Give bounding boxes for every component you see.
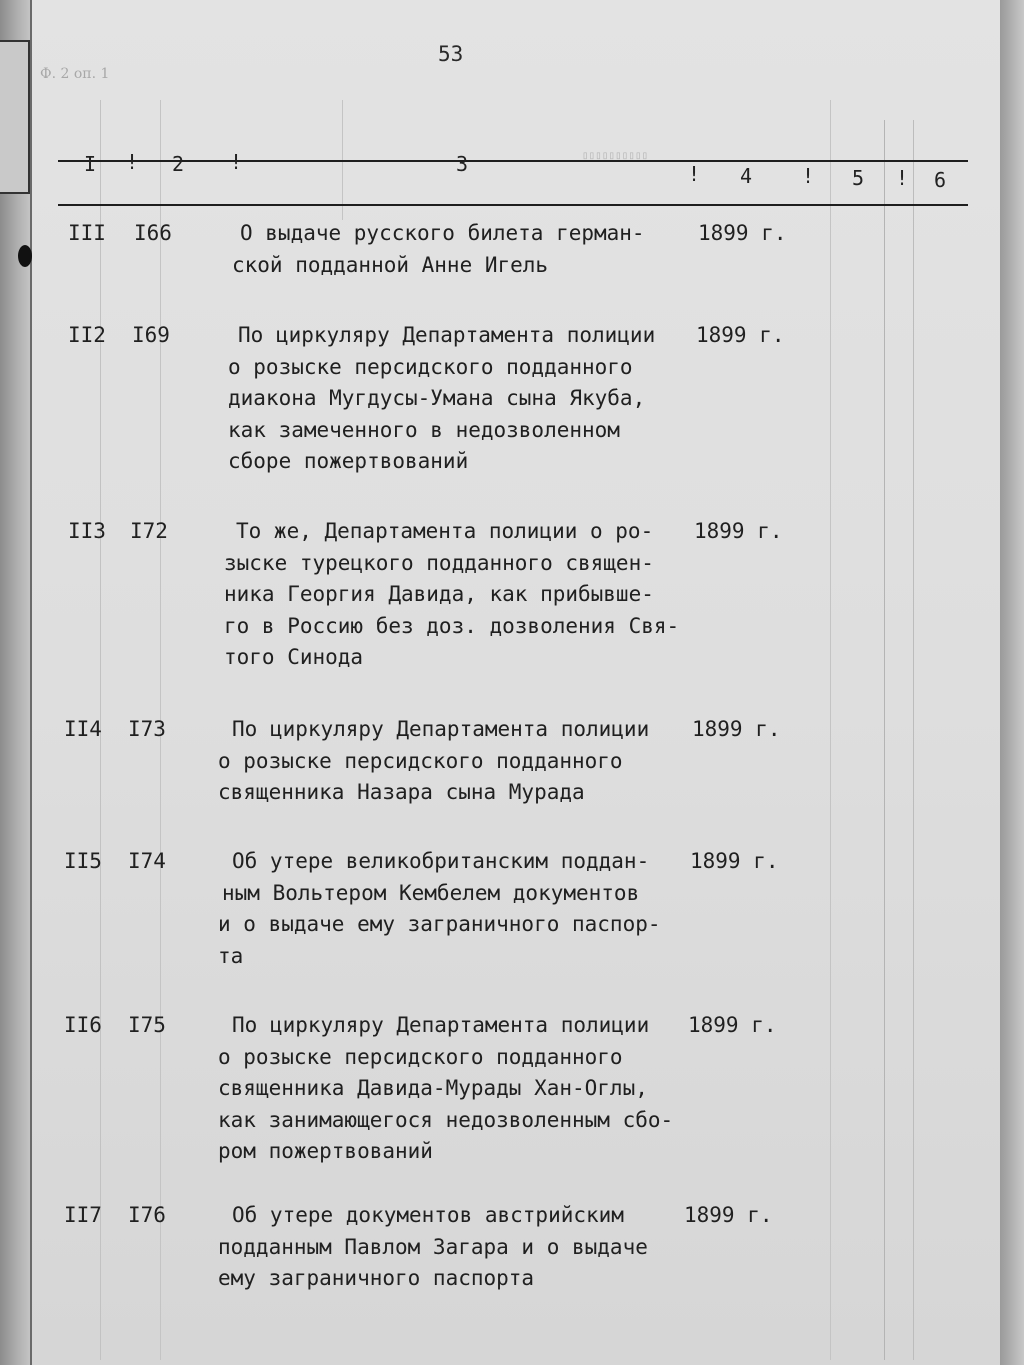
entry-year: 1899 г. bbox=[694, 519, 783, 543]
entry-line: ской подданной Анне Игель bbox=[232, 252, 549, 277]
entry-code: I73 bbox=[128, 717, 166, 741]
header-col-2: 2 bbox=[172, 152, 185, 176]
entry-year: 1899 г. bbox=[684, 1203, 773, 1227]
entry-line: зыске турецкого подданного священ- bbox=[224, 550, 654, 575]
entry-number: II5 bbox=[64, 849, 102, 873]
page-number: 53 bbox=[438, 42, 464, 66]
entry-code: I75 bbox=[128, 1013, 166, 1037]
entry-line: того Синода bbox=[224, 645, 364, 670]
entry-text bbox=[228, 320, 655, 478]
entry-line: священника Назара сына Мурада bbox=[218, 780, 585, 805]
entry-year: 1899 г. bbox=[696, 323, 785, 347]
entry-line: ника Георгия Давида, как прибывше- bbox=[224, 582, 654, 607]
entry-year: 1899 г. bbox=[688, 1013, 777, 1037]
entry-number: II2 bbox=[68, 323, 106, 347]
entry-code: I69 bbox=[132, 323, 170, 347]
entry-text bbox=[224, 516, 679, 674]
header-top-rule bbox=[58, 160, 968, 162]
entry-number: II3 bbox=[68, 519, 106, 543]
punch-hole bbox=[18, 245, 32, 267]
binder-tab bbox=[0, 40, 30, 194]
entry-line: ему заграничного паспорта bbox=[218, 1266, 535, 1291]
header-col-5: 5 bbox=[852, 166, 865, 190]
entry-line: Об утере великобританским поддан- bbox=[232, 849, 650, 873]
entry-line: о розыске персидского подданного bbox=[218, 1044, 623, 1069]
entry-line: го в Россию без доз. дозволения Свя- bbox=[224, 613, 680, 638]
entry-line: та bbox=[218, 943, 244, 968]
entry-line: ром пожертвований bbox=[218, 1139, 433, 1164]
entry-line: О выдаче русского билета герман- bbox=[240, 221, 645, 245]
entry-code: I76 bbox=[128, 1203, 166, 1227]
column-rule bbox=[913, 120, 914, 1360]
entry-year: 1899 г. bbox=[692, 717, 781, 741]
entry-code: I74 bbox=[128, 849, 166, 873]
bleed-through-header: ▯▯▯▯▯▯▯▯▯▯ bbox=[582, 150, 649, 163]
entry-line: диакона Мугдусы-Умана сына Якуба, bbox=[228, 386, 646, 411]
entry-text bbox=[218, 714, 649, 809]
entry-line: о розыске персидского подданного bbox=[228, 354, 633, 379]
page-edge bbox=[1000, 0, 1024, 1365]
entry-line: сборе пожертвований bbox=[228, 449, 469, 474]
entry-line: ным Вольтером Кембелем документов bbox=[222, 880, 640, 905]
entry-text bbox=[218, 1200, 648, 1295]
entry-year: 1899 г. bbox=[698, 221, 787, 245]
entry-number: II6 bbox=[64, 1013, 102, 1037]
entry-line: подданным Павлом Загара и о выдаче bbox=[218, 1234, 648, 1259]
entry-line: священника Давида-Мурады Хан-Оглы, bbox=[218, 1076, 648, 1101]
header-separator: ! bbox=[896, 166, 909, 190]
entry-number: II4 bbox=[64, 717, 102, 741]
entry-year: 1899 г. bbox=[690, 849, 779, 873]
header-bottom-rule bbox=[58, 204, 968, 206]
header-separator: ! bbox=[802, 164, 815, 188]
entry-line: как занимающегося недозволенным сбо- bbox=[218, 1107, 674, 1132]
entry-code: I72 bbox=[130, 519, 168, 543]
entry-line: Об утере документов австрийским bbox=[232, 1203, 624, 1227]
entry-number: III bbox=[68, 221, 106, 245]
header-col-1: I bbox=[84, 152, 97, 176]
entry-text bbox=[232, 218, 645, 281]
column-rule bbox=[830, 100, 831, 1360]
header-col-3: 3 bbox=[456, 152, 469, 176]
entry-text bbox=[218, 846, 661, 972]
entry-line: По циркуляру Департамента полиции bbox=[238, 323, 656, 347]
header-separator: ! bbox=[230, 150, 243, 174]
entry-number: II7 bbox=[64, 1203, 102, 1227]
header-separator: ! bbox=[688, 162, 701, 186]
entry-line: как замеченного в недозволенном bbox=[228, 417, 620, 442]
header-separator: ! bbox=[126, 150, 139, 174]
entry-text bbox=[218, 1010, 673, 1168]
entry-line: и о выдаче ему заграничного паспор- bbox=[218, 912, 661, 937]
entry-code: I66 bbox=[134, 221, 172, 245]
archive-stamp: Ф. 2 оп. 1 bbox=[40, 66, 110, 82]
entry-line: По циркуляру Департамента полиции bbox=[232, 1013, 650, 1037]
entry-line: То же, Департамента полиции о ро- bbox=[236, 519, 654, 543]
entry-line: По циркуляру Департамента полиции bbox=[232, 717, 650, 741]
entry-line: о розыске персидского подданного bbox=[218, 748, 623, 773]
binder-strip bbox=[0, 0, 32, 1365]
header-col-4: 4 bbox=[740, 164, 753, 188]
header-col-6: 6 bbox=[934, 168, 947, 192]
column-rule bbox=[884, 120, 885, 1360]
